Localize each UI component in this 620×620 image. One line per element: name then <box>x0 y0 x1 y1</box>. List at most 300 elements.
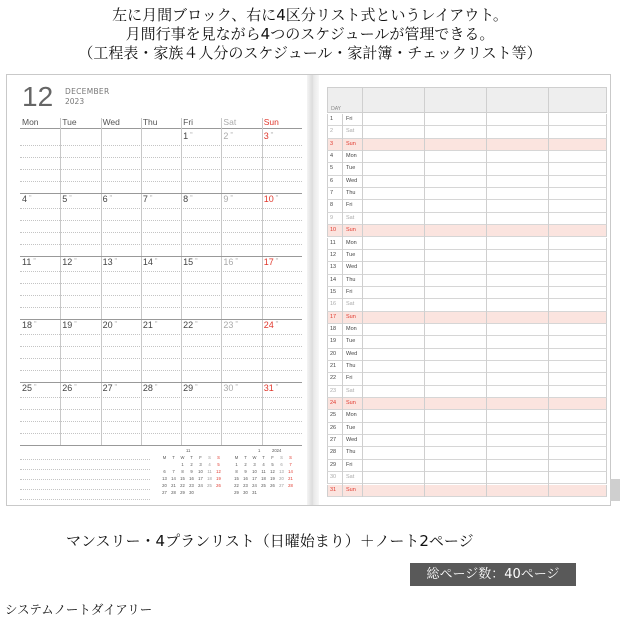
rokuyo-mark: ▪▪ <box>230 131 233 135</box>
day-number <box>183 194 193 204</box>
list-day-weekday: Fri <box>346 288 353 295</box>
list-day-weekday: Wed <box>346 177 358 184</box>
list-day-number: 16 <box>330 301 337 308</box>
list-day-number: 24 <box>330 400 337 407</box>
list-day-number: 25 <box>330 412 337 419</box>
writing-line <box>20 220 302 221</box>
list-day-weekday: Thu <box>346 449 356 456</box>
list-day-number: 28 <box>330 449 337 456</box>
writing-line <box>20 169 302 170</box>
day-number <box>22 320 37 330</box>
index-tab <box>610 479 620 501</box>
list-day-number: 15 <box>330 288 337 295</box>
mini-day: 29 <box>180 490 185 495</box>
day-number-text: 24 <box>263 320 274 330</box>
mini-day: 9 <box>244 469 247 474</box>
mini-day: 1 <box>235 462 238 467</box>
list-day-weekday: Tue <box>346 424 356 431</box>
list-day-weekday: Sun <box>346 227 356 234</box>
day-number-text: 1 <box>183 131 189 141</box>
mini-day: 27 <box>279 483 284 488</box>
list-column-divider <box>548 87 549 497</box>
mini-day: 23 <box>189 483 194 488</box>
writing-line <box>20 397 302 398</box>
list-day-number: 26 <box>330 424 337 431</box>
list-day-weekday: Mon <box>346 153 357 160</box>
mini-day: 19 <box>270 476 275 481</box>
mini-day: 6 <box>163 469 166 474</box>
list-row <box>327 188 607 200</box>
list-row <box>327 349 607 361</box>
writing-line <box>20 433 302 434</box>
list-day-weekday: Tue <box>346 338 356 345</box>
mini-day: 7 <box>289 462 292 467</box>
mini-day: 5 <box>271 462 274 467</box>
day-number <box>103 320 118 330</box>
mini-day: 25 <box>207 483 212 488</box>
mini-day: 17 <box>198 476 203 481</box>
day-number-text: 27 <box>102 383 113 393</box>
mini-day: 1 <box>181 462 184 467</box>
list-page <box>327 87 607 501</box>
day-number <box>103 194 113 204</box>
mini-day: 21 <box>288 476 293 481</box>
mini-day: 26 <box>270 483 275 488</box>
day-number <box>103 257 118 267</box>
mini-day: 10 <box>198 469 203 474</box>
rokuyo-mark: ▪▪ <box>74 257 77 261</box>
day-number <box>62 257 77 267</box>
day-number <box>264 383 279 393</box>
month-year: 2023 <box>65 97 85 106</box>
mini-day: 11 <box>207 469 212 474</box>
day-number <box>143 257 158 267</box>
list-day-number: 22 <box>330 375 337 382</box>
list-row <box>327 460 607 472</box>
list-day-number: 29 <box>330 461 337 468</box>
day-number <box>264 131 274 141</box>
day-number-text: 13 <box>102 257 113 267</box>
list-day-weekday: Fri <box>346 461 353 468</box>
list-row <box>327 361 607 373</box>
list-day-number: 18 <box>330 325 337 332</box>
day-number <box>143 383 158 393</box>
list-row <box>327 200 607 212</box>
rokuyo-mark: ▪▪ <box>190 194 193 198</box>
list-day-number: 23 <box>330 387 337 394</box>
rokuyo-mark: ▪▪ <box>114 320 118 324</box>
list-day-weekday: Wed <box>346 350 358 357</box>
day-number <box>183 383 198 393</box>
list-row <box>327 139 607 151</box>
list-day-weekday: Wed <box>346 437 358 444</box>
mini-calendar-year: 2024 <box>272 448 282 453</box>
mini-day: 3 <box>199 462 202 467</box>
day-number <box>264 320 279 330</box>
list-row <box>327 213 607 225</box>
mini-day: 16 <box>189 476 194 481</box>
day-number-text: 21 <box>142 320 153 330</box>
rokuyo-mark: ▪▪ <box>195 383 198 387</box>
list-row <box>327 423 607 435</box>
rokuyo-mark: ▪▪ <box>154 257 158 261</box>
rokuyo-mark: ▪▪ <box>74 383 77 387</box>
day-number <box>143 320 158 330</box>
list-day-number: 21 <box>330 363 337 369</box>
mini-weekday: F <box>271 455 274 460</box>
notes-line <box>20 489 150 490</box>
list-column-divider <box>424 87 425 497</box>
day-number-text: 26 <box>62 383 73 393</box>
rokuyo-mark: ▪▪ <box>154 320 158 324</box>
mini-day: 4 <box>208 462 211 467</box>
rokuyo-mark: ▪▪ <box>190 131 193 135</box>
mini-weekday: M <box>234 455 239 460</box>
mini-day: 18 <box>261 476 266 481</box>
mini-day: 25 <box>261 483 266 488</box>
mini-weekday: S <box>280 455 283 460</box>
list-day-number: 31 <box>330 486 337 493</box>
rokuyo-mark: ▪▪ <box>235 320 238 324</box>
mini-day: 20 <box>162 483 167 488</box>
mini-calendar-month: 11 <box>186 448 191 453</box>
rokuyo-mark: ▪▪ <box>114 257 118 261</box>
caption-line-3: （工程表・家族４人分のスケジュール・家計簿・チェックリスト等） <box>78 44 542 62</box>
list-day-number: 9 <box>330 214 334 221</box>
weekday-label: Mon <box>22 117 39 127</box>
list-day-weekday: Sat <box>346 301 355 308</box>
rokuyo-mark: ▪▪ <box>154 383 158 387</box>
list-day-weekday: Sat <box>346 214 355 221</box>
day-number-text: 12 <box>62 257 73 267</box>
mini-weekday: F <box>199 455 202 460</box>
day-number <box>223 383 238 393</box>
list-row <box>327 472 607 484</box>
writing-line <box>20 409 302 410</box>
list-row <box>327 485 607 497</box>
day-number-text: 18 <box>22 320 33 330</box>
mini-weekday: S <box>217 455 220 460</box>
day-number-text: 11 <box>22 257 32 267</box>
rokuyo-mark: ▪▪ <box>230 194 233 198</box>
day-number-text: 17 <box>263 257 274 267</box>
rokuyo-mark: ▪▪ <box>34 383 37 387</box>
list-row <box>327 126 607 138</box>
grid-column-divider <box>101 118 102 445</box>
list-day-weekday: Wed <box>346 264 358 271</box>
list-day-number: 1 <box>330 116 334 122</box>
writing-line <box>20 232 302 233</box>
list-day-number: 4 <box>330 153 334 160</box>
writing-line <box>20 358 302 359</box>
mini-day: 20 <box>279 476 284 481</box>
weekday-header <box>20 117 302 129</box>
rokuyo-mark: ▪▪ <box>33 257 36 261</box>
grid-column-divider <box>221 118 222 445</box>
writing-line <box>20 271 302 272</box>
weekday-label: Fri <box>183 117 194 127</box>
day-number-text: 23 <box>223 320 234 330</box>
list-row <box>327 373 607 385</box>
writing-line <box>20 421 302 422</box>
list-header <box>327 87 607 113</box>
list-row <box>327 250 607 262</box>
day-number-text: 30 <box>223 383 234 393</box>
mini-day: 10 <box>252 469 257 474</box>
list-day-number: 10 <box>330 227 337 234</box>
day-number-text: 3 <box>263 131 269 141</box>
list-day-number: 2 <box>330 128 334 135</box>
mini-calendar-month: 1 <box>258 448 261 453</box>
mini-day: 24 <box>252 483 257 488</box>
mini-day: 15 <box>180 476 185 481</box>
mini-weekday: S <box>208 455 211 460</box>
day-number-text: 4 <box>22 194 28 204</box>
list-column-divider <box>362 87 363 497</box>
rokuyo-mark: ▪▪ <box>109 194 113 198</box>
day-number-text: 6 <box>102 194 108 204</box>
list-day-number: 11 <box>330 239 336 246</box>
notes-line <box>20 479 150 480</box>
mini-weekday: W <box>252 455 257 460</box>
list-row <box>327 312 607 324</box>
list-day-weekday: Sun <box>346 140 356 147</box>
mini-weekday: T <box>262 455 265 460</box>
mini-weekday: M <box>162 455 167 460</box>
caption <box>0 6 620 63</box>
mini-day: 19 <box>216 476 221 481</box>
writing-line <box>20 334 302 335</box>
weekday-label: Thu <box>142 117 158 127</box>
mini-day: 8 <box>181 469 184 474</box>
writing-line <box>20 307 302 308</box>
day-number <box>223 320 238 330</box>
mini-day: 4 <box>262 462 265 467</box>
day-number <box>183 257 198 267</box>
day-number <box>22 383 37 393</box>
list-day-weekday: Thu <box>346 276 356 283</box>
rokuyo-mark: ▪▪ <box>149 194 153 198</box>
list-row <box>327 151 607 163</box>
product-subtitle: マンスリー・4プランリスト（日曜始まり）＋ノート2ページ <box>66 532 474 550</box>
mini-day: 13 <box>279 469 284 474</box>
notes-line <box>20 469 150 470</box>
day-number-text: 28 <box>142 383 153 393</box>
writing-line <box>20 283 302 284</box>
mini-day: 29 <box>234 490 239 495</box>
weekday-label: Wed <box>102 117 120 127</box>
day-number-text: 19 <box>62 320 73 330</box>
list-day-number: 14 <box>330 276 337 283</box>
list-row <box>327 410 607 422</box>
mini-day: 24 <box>198 483 203 488</box>
list-day-number: 7 <box>330 190 334 197</box>
product-name: システムノートダイアリー <box>5 602 153 617</box>
list-row <box>327 238 607 250</box>
list-day-number: 8 <box>330 202 334 209</box>
mini-day: 15 <box>234 476 239 481</box>
day-number <box>22 194 32 204</box>
grid-column-divider <box>60 118 61 445</box>
list-day-weekday: Thu <box>346 363 356 369</box>
rokuyo-mark: ▪▪ <box>235 383 238 387</box>
list-row <box>327 275 607 287</box>
caption-line-2: 月間行事を見ながら4つのスケジュールが管理できる。 <box>125 25 495 43</box>
list-day-weekday: Mon <box>346 412 357 419</box>
mini-day: 30 <box>189 490 194 495</box>
month-number: 12 <box>22 81 54 112</box>
month-name: DECEMBER <box>65 87 110 96</box>
list-day-weekday: Sun <box>346 313 356 320</box>
day-number <box>103 383 118 393</box>
mini-day: 28 <box>288 483 293 488</box>
mini-day: 8 <box>235 469 238 474</box>
day-number <box>223 131 233 141</box>
writing-line <box>20 208 302 209</box>
caption-line-1: 左に月間ブロック、右に4区分リスト式というレイアウト。 <box>112 6 508 24</box>
book-spine <box>307 75 319 505</box>
day-number <box>183 320 198 330</box>
rokuyo-mark: ▪▪ <box>74 320 77 324</box>
mini-day: 14 <box>288 469 293 474</box>
rokuyo-mark: ▪▪ <box>270 131 274 135</box>
day-number-text: 15 <box>183 257 194 267</box>
day-number-text: 5 <box>62 194 68 204</box>
list-row <box>327 398 607 410</box>
mini-day: 23 <box>243 483 248 488</box>
list-day-weekday: Tue <box>346 165 356 172</box>
rokuyo-mark: ▪▪ <box>235 257 238 261</box>
mini-day: 2 <box>244 462 247 467</box>
list-day-weekday: Sat <box>346 128 355 135</box>
rokuyo-mark: ▪▪ <box>195 320 198 324</box>
list-day-weekday: Tue <box>346 251 356 258</box>
mini-day: 9 <box>190 469 193 474</box>
monthly-page <box>20 81 302 501</box>
mini-calendar <box>232 448 298 508</box>
list-day-weekday: Fri <box>346 116 353 122</box>
list-day-number: 30 <box>330 474 337 481</box>
mini-weekday: T <box>172 455 175 460</box>
mini-day: 13 <box>162 476 167 481</box>
mini-day: 16 <box>243 476 248 481</box>
mini-day: 21 <box>171 483 176 488</box>
mini-day: 22 <box>180 483 185 488</box>
list-row <box>327 287 607 299</box>
list-row <box>327 114 607 126</box>
list-day-weekday: Sat <box>346 474 355 481</box>
mini-day: 14 <box>171 476 176 481</box>
list-day-number: 3 <box>330 140 334 147</box>
mini-day: 12 <box>270 469 275 474</box>
rokuyo-mark: ▪▪ <box>275 194 279 198</box>
list-row <box>327 176 607 188</box>
day-number-text: 7 <box>142 194 148 204</box>
day-number <box>264 257 279 267</box>
list-day-number: 27 <box>330 437 337 444</box>
writing-line <box>20 244 302 245</box>
day-number-text: 10 <box>263 194 274 204</box>
day-number-text: 14 <box>142 257 153 267</box>
rokuyo-mark: ▪▪ <box>275 257 279 261</box>
day-number-text: 8 <box>183 194 189 204</box>
rokuyo-mark: ▪▪ <box>69 194 72 198</box>
mini-weekday: S <box>289 455 292 460</box>
list-day-number: 5 <box>330 165 334 172</box>
writing-line <box>20 181 302 182</box>
list-row <box>327 447 607 459</box>
day-number <box>62 320 77 330</box>
mini-day: 3 <box>253 462 256 467</box>
list-day-number: 12 <box>330 251 337 258</box>
mini-day: 28 <box>171 490 176 495</box>
mini-day: 7 <box>172 469 175 474</box>
day-number-text: 25 <box>22 383 33 393</box>
list-row <box>327 163 607 175</box>
list-day-weekday: Sun <box>346 400 356 407</box>
rokuyo-mark: ▪▪ <box>275 383 279 387</box>
weekday-label: Sun <box>263 117 279 127</box>
mini-day: 11 <box>261 469 266 474</box>
list-day-number: 20 <box>330 350 337 357</box>
writing-line <box>20 370 302 371</box>
mini-day: 30 <box>243 490 248 495</box>
writing-line <box>20 295 302 296</box>
day-number <box>143 194 153 204</box>
list-row <box>327 299 607 311</box>
list-day-weekday: Sun <box>346 486 356 493</box>
weekday-label: Tue <box>62 117 77 127</box>
list-day-number: 19 <box>330 338 337 345</box>
day-number <box>183 131 193 141</box>
rokuyo-mark: ▪▪ <box>29 194 32 198</box>
mini-calendar <box>160 448 226 508</box>
writing-line <box>20 157 302 158</box>
day-number <box>264 194 279 204</box>
week-divider <box>20 445 302 446</box>
list-row <box>327 225 607 237</box>
day-number-text: 22 <box>183 320 194 330</box>
list-day-weekday: Thu <box>346 190 356 197</box>
writing-line <box>20 346 302 347</box>
list-day-weekday: Mon <box>346 325 357 332</box>
mini-day: 2 <box>190 462 193 467</box>
day-number-text: 29 <box>183 383 194 393</box>
list-row <box>327 435 607 447</box>
weekday-label: Sat <box>223 117 237 127</box>
mini-day: 22 <box>234 483 239 488</box>
page-count-badge: 総ページ数：40ページ <box>410 563 576 586</box>
rokuyo-mark: ▪▪ <box>34 320 37 324</box>
day-number-text: 20 <box>102 320 113 330</box>
list-row <box>327 324 607 336</box>
mini-day: 12 <box>216 469 221 474</box>
day-number <box>62 383 77 393</box>
mini-day: 31 <box>252 490 257 495</box>
diary-spread <box>6 74 611 506</box>
day-number-text: 2 <box>223 131 229 141</box>
day-number-text: 9 <box>223 194 229 204</box>
mini-day: 26 <box>216 483 221 488</box>
list-day-weekday: Fri <box>346 375 353 382</box>
grid-column-divider <box>181 118 182 445</box>
day-number <box>223 194 233 204</box>
grid-column-divider <box>262 118 263 445</box>
list-day-number: 6 <box>330 177 334 184</box>
day-number <box>223 257 238 267</box>
list-day-weekday: Mon <box>346 239 357 246</box>
mini-day: 18 <box>207 476 212 481</box>
